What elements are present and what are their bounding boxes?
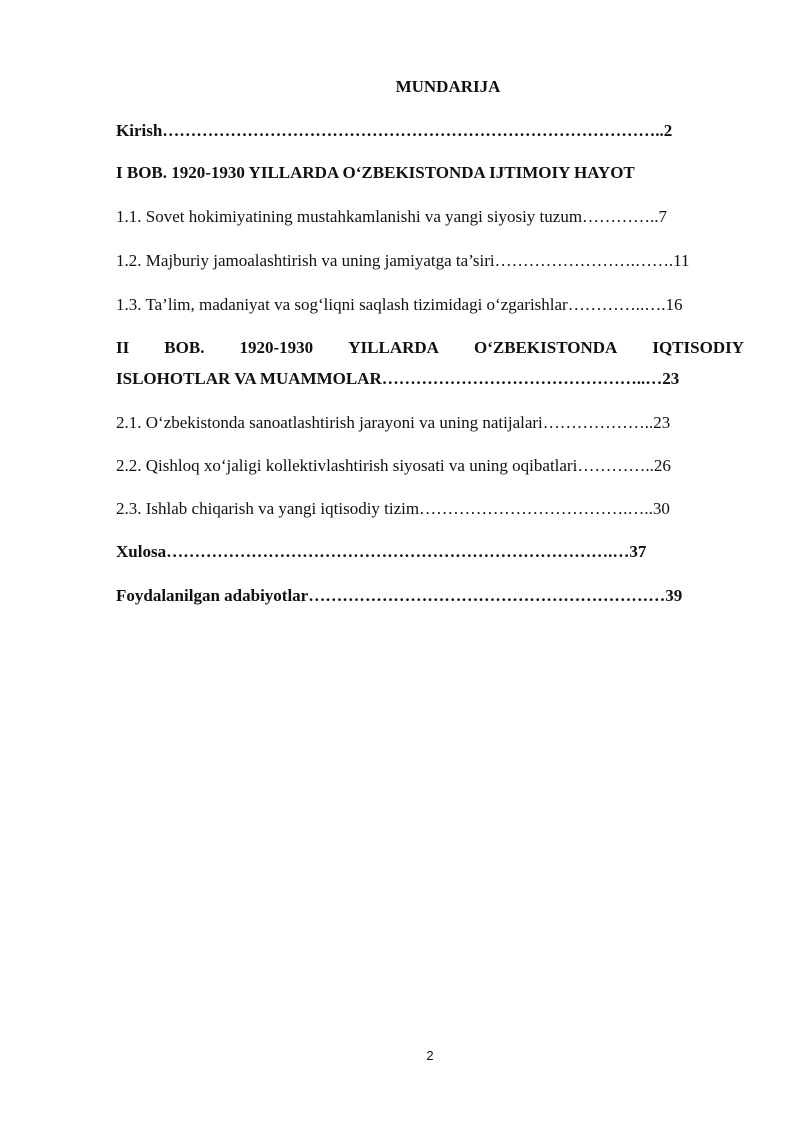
chapter-2-word: II xyxy=(116,338,130,357)
toc-entry-1-3: 1.3. Ta’lim, madaniyat va sog‘liqni saqlash tizimidagi o‘zgarishlar…………..….16 xyxy=(116,295,683,314)
toc-entry-2-1: 2.1. O‘zbekistonda sanoatlashtirish jarayoni va uning natijalari………………..23 xyxy=(116,413,671,432)
document-title: MUNDARIJA xyxy=(395,77,501,96)
toc-chapter-1-heading: I BOB. 1920-1930 YILLARDA O‘ZBEKISTONDA IJTIMOIY HAYOT xyxy=(116,163,635,182)
toc-entry-1-2: 1.2. Majburiy jamoalashtirish va uning jamiyatga ta’siri…………………….…….11 xyxy=(116,251,690,270)
toc-chapter-2-heading xyxy=(116,338,744,358)
toc-entry-references: Foydalanilgan adabiyotlar………………………………………………………39 xyxy=(116,586,683,605)
toc-entry-2-3: 2.3. Ishlab chiqarish va yangi iqtisodiy tizim……………………………….…..30 xyxy=(116,499,670,518)
toc-entry-introduction: Kirish……………………………………………………………………………..2 xyxy=(116,121,673,140)
toc-entry-1-1: 1.1. Sovet hokimiyatining mustahkamlanishi va yangi siyosiy tuzum…………..7 xyxy=(116,207,668,226)
chapter-2-word: BOB. xyxy=(164,338,205,357)
chapter-2-word: IQTISODIY xyxy=(652,338,744,357)
page-number: 2 xyxy=(426,1048,434,1063)
toc-entry-conclusion: Xulosa…………………………………………………………………….…37 xyxy=(116,542,647,561)
toc-chapter-2-heading-continued: ISLOHOTLAR VA MUAMMOLAR………………………………………..…23 xyxy=(116,369,680,388)
chapter-2-word: 1920-1930 xyxy=(239,338,314,357)
toc-entry-2-2: 2.2. Qishloq xo‘jaligi kollektivlashtirish siyosati va uning oqibatlari…………..26 xyxy=(116,456,671,475)
chapter-2-word: O‘ZBEKISTONDA xyxy=(474,338,618,357)
chapter-2-word: YILLARDA xyxy=(348,338,439,357)
